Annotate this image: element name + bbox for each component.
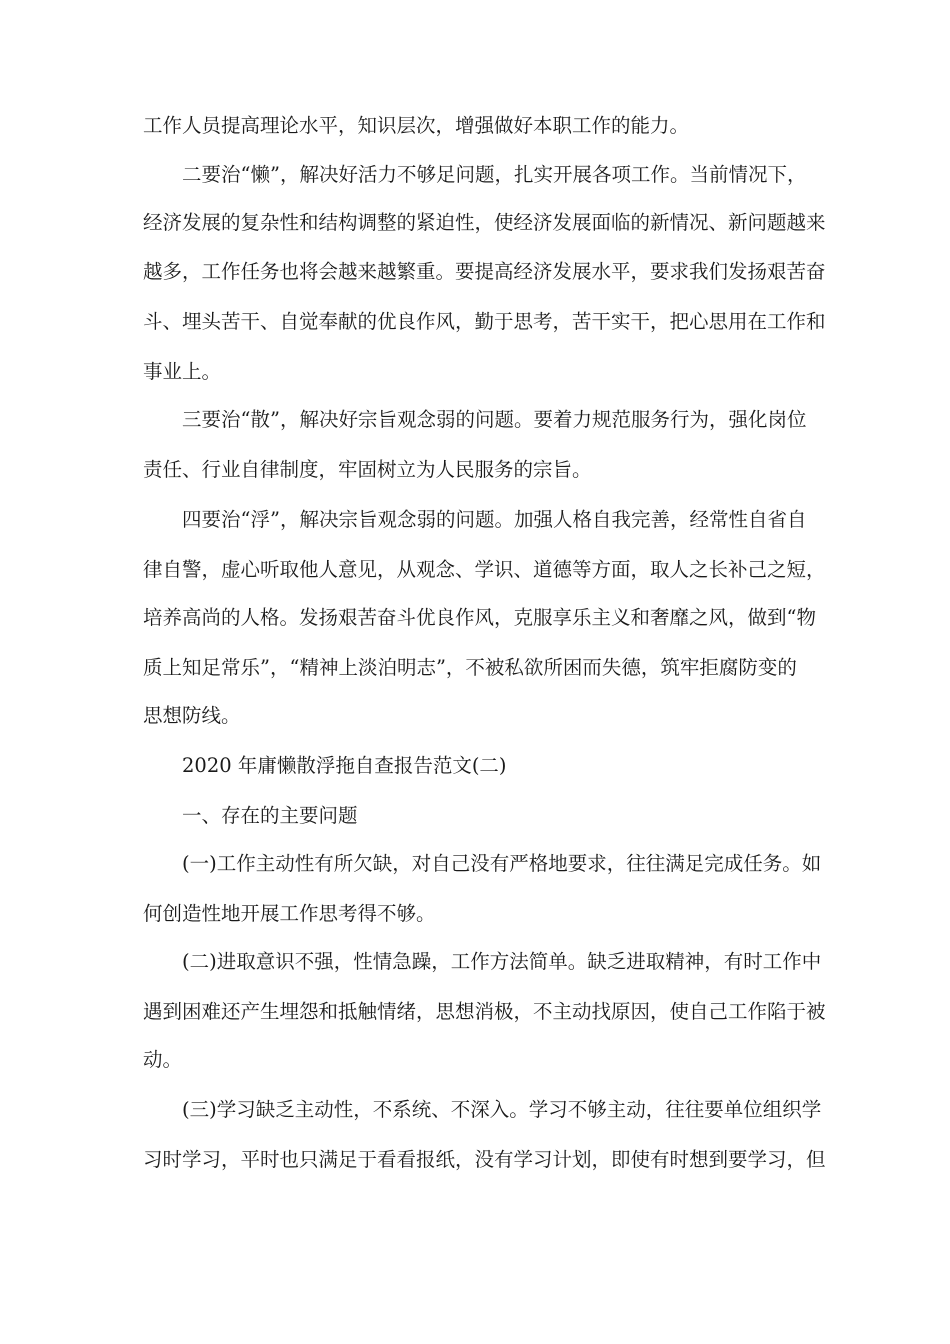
text-line: 动。 xyxy=(143,1048,183,1071)
text-line: 质上知足常乐”，“精神上淡泊明志”，不被私欲所困而失德，筑牢拒腐防变的 xyxy=(143,656,797,679)
text-line: 何创造性地开展工作思考得不够。 xyxy=(143,902,436,925)
text-line: 遇到困难还产生埋怨和抵触情绪，思想消极，不主动找原因，使自己工作陷于被 xyxy=(143,1000,826,1023)
text-line: 思想防线。 xyxy=(143,704,241,727)
text-line: (三)学习缺乏主动性，不系统、不深入。学习不够主动，往往要单位组织学 xyxy=(182,1098,822,1121)
subsection-heading: 一、存在的主要问题 xyxy=(182,804,358,827)
section-heading: 2020 年庸懒散浮拖自查报告范文(二) xyxy=(182,754,507,777)
text-line: 越多，工作任务也将会越来越繁重。要提高经济发展水平，要求我们发扬艰苦奋 xyxy=(143,260,826,283)
text-line: 三要治“散”，解决好宗旨观念弱的问题。要着力规范服务行为，强化岗位 xyxy=(182,408,807,431)
text-line: 四要治“浮”，解决宗旨观念弱的问题。加强人格自我完善，经常性自省自 xyxy=(182,508,807,531)
text-line: 培养高尚的人格。发扬艰苦奋斗优良作风，克服享乐主义和奢靡之风，做到“物 xyxy=(143,606,816,629)
text-line: 二要治“懒”，解决好活力不够足问题，扎实开展各项工作。当前情况下， xyxy=(182,163,807,186)
text-line: 经济发展的复杂性和结构调整的紧迫性，使经济发展面临的新情况、新问题越来 xyxy=(143,211,826,234)
text-line: (二)进取意识不强，性情急躁，工作方法简单。缺乏进取精神，有时工作中 xyxy=(182,950,822,973)
text-line: 斗、埋头苦干、自觉奉献的优良作风，勤于思考，苦干实干，把心思用在工作和 xyxy=(143,310,826,333)
text-line: 习时学习，平时也只满足于看看报纸，没有学习计划，即使有时想到要学习，但 xyxy=(143,1148,826,1171)
text-line: 律自警，虚心听取他人意见，从观念、学识、道德等方面，取人之长补己之短， xyxy=(143,558,826,581)
text-line: (一)工作主动性有所欠缺，对自己没有严格地要求，往往满足完成任务。如 xyxy=(182,852,822,875)
text-line: 工作人员提高理论水平，知识层次，增强做好本职工作的能力。 xyxy=(143,114,690,137)
text-line: 责任、行业自律制度，牢固树立为人民服务的宗旨。 xyxy=(143,458,592,481)
text-line: 事业上。 xyxy=(143,360,222,383)
